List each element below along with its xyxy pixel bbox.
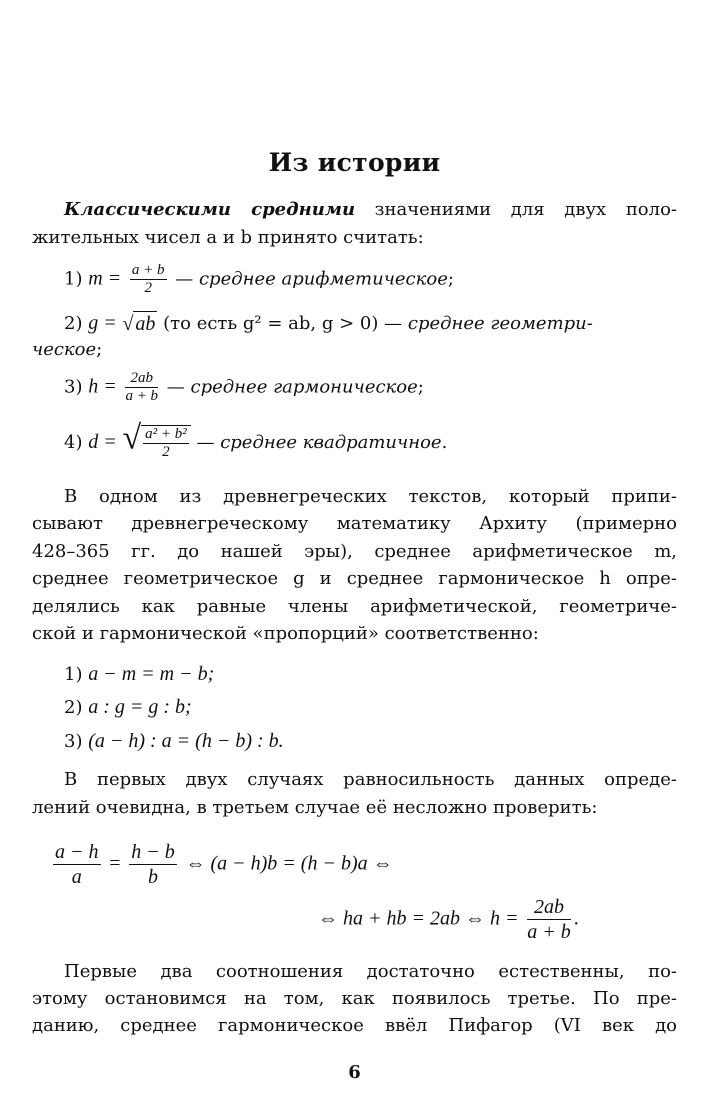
fraction: $\frac{a - h}{a}$ xyxy=(55,841,99,888)
para3-line-2: лений очевидна, в третьем случае её несложно проверить: xyxy=(32,797,598,818)
fraction: $\frac{\text{a² + b²}}{2}$ xyxy=(145,426,187,460)
intro-line-1: Классическими средними значениями для двух поло- xyxy=(64,199,678,220)
fraction: $\frac{a + b}{2}$ xyxy=(131,262,165,296)
sqrt-symbol: √ ab xyxy=(122,313,156,335)
para2-line-2: сывают древнегреческому математику Архиту (примерно xyxy=(32,513,677,534)
derivation-line-2: ⇔ ha + hb = 2ab ⇔ h = $\frac{2ab}{a + b}$ . xyxy=(318,896,579,943)
fraction: $\frac{2ab}{a + b}$ xyxy=(527,896,571,943)
para2-line-1: В одном из древнегреческих текстов, который припи- xyxy=(64,486,677,507)
para2-line-5: делялись как равные члены арифметической, геометриче- xyxy=(32,596,677,617)
mean-harmonic: 3) h = $\frac{2ab}{a + b}$ — среднее гармоническое; xyxy=(64,370,424,404)
para4-line-1: Первые два соотношения достаточно естественны, по- xyxy=(64,961,677,982)
page-number: 6 xyxy=(348,1062,361,1083)
para4-line-3: данию, среднее гармоническое ввёл Пифагор (VI век до xyxy=(32,1015,677,1036)
para2-line-3: 428–365 гг. до нашей эры), среднее арифметическое m, xyxy=(32,541,677,562)
mean-quadratic: 4) d = √ $\frac{\text{a² + b²}}{2}$ — среднее квадратичное. xyxy=(64,419,448,460)
derivation-line-1: $\frac{a - h}{a}$ = $\frac{h - b}{b}$ ⇔ (a − h)b = (h − b)a ⇔ xyxy=(55,841,393,888)
term-classical-means: Классическими средними xyxy=(64,199,356,220)
proportion-geometric: 2) a : g = g : b; xyxy=(64,696,192,718)
fraction: $\frac{2ab}{a + b}$ xyxy=(125,370,159,404)
para4-line-2: этому остановимся на том, как появилось третье. По пре- xyxy=(32,988,677,1009)
para3-line-1: В первых двух случаях равносильность данных опреде- xyxy=(64,769,677,790)
fraction: $\frac{h - b}{b}$ xyxy=(131,841,175,888)
intro-line-2: жительных чисел a и b принято считать: xyxy=(32,227,424,248)
mean-arithmetic: 1) m = $\frac{a + b}{2}$ — среднее арифметическое; xyxy=(64,262,454,296)
para2-line-4: среднее геометрическое g и среднее гармоническое h опре- xyxy=(32,568,677,589)
proportion-harmonic: 3) (a − h) : a = (h − b) : b. xyxy=(64,730,284,752)
section-title: Из истории xyxy=(268,148,441,177)
mean-geometric: 2) g = √ ab (то есть g² = ab, g > 0) — среднее геометри- xyxy=(64,312,593,335)
mean-geometric-cont: ческое; xyxy=(32,339,103,360)
proportion-arithmetic: 1) a − m = m − b; xyxy=(64,663,215,685)
sqrt-symbol: √ $\frac{\text{a² + b²}}{2}$ xyxy=(122,425,190,461)
para2-line-6: ской и гармонической «пропорций» соответственно: xyxy=(32,623,539,644)
